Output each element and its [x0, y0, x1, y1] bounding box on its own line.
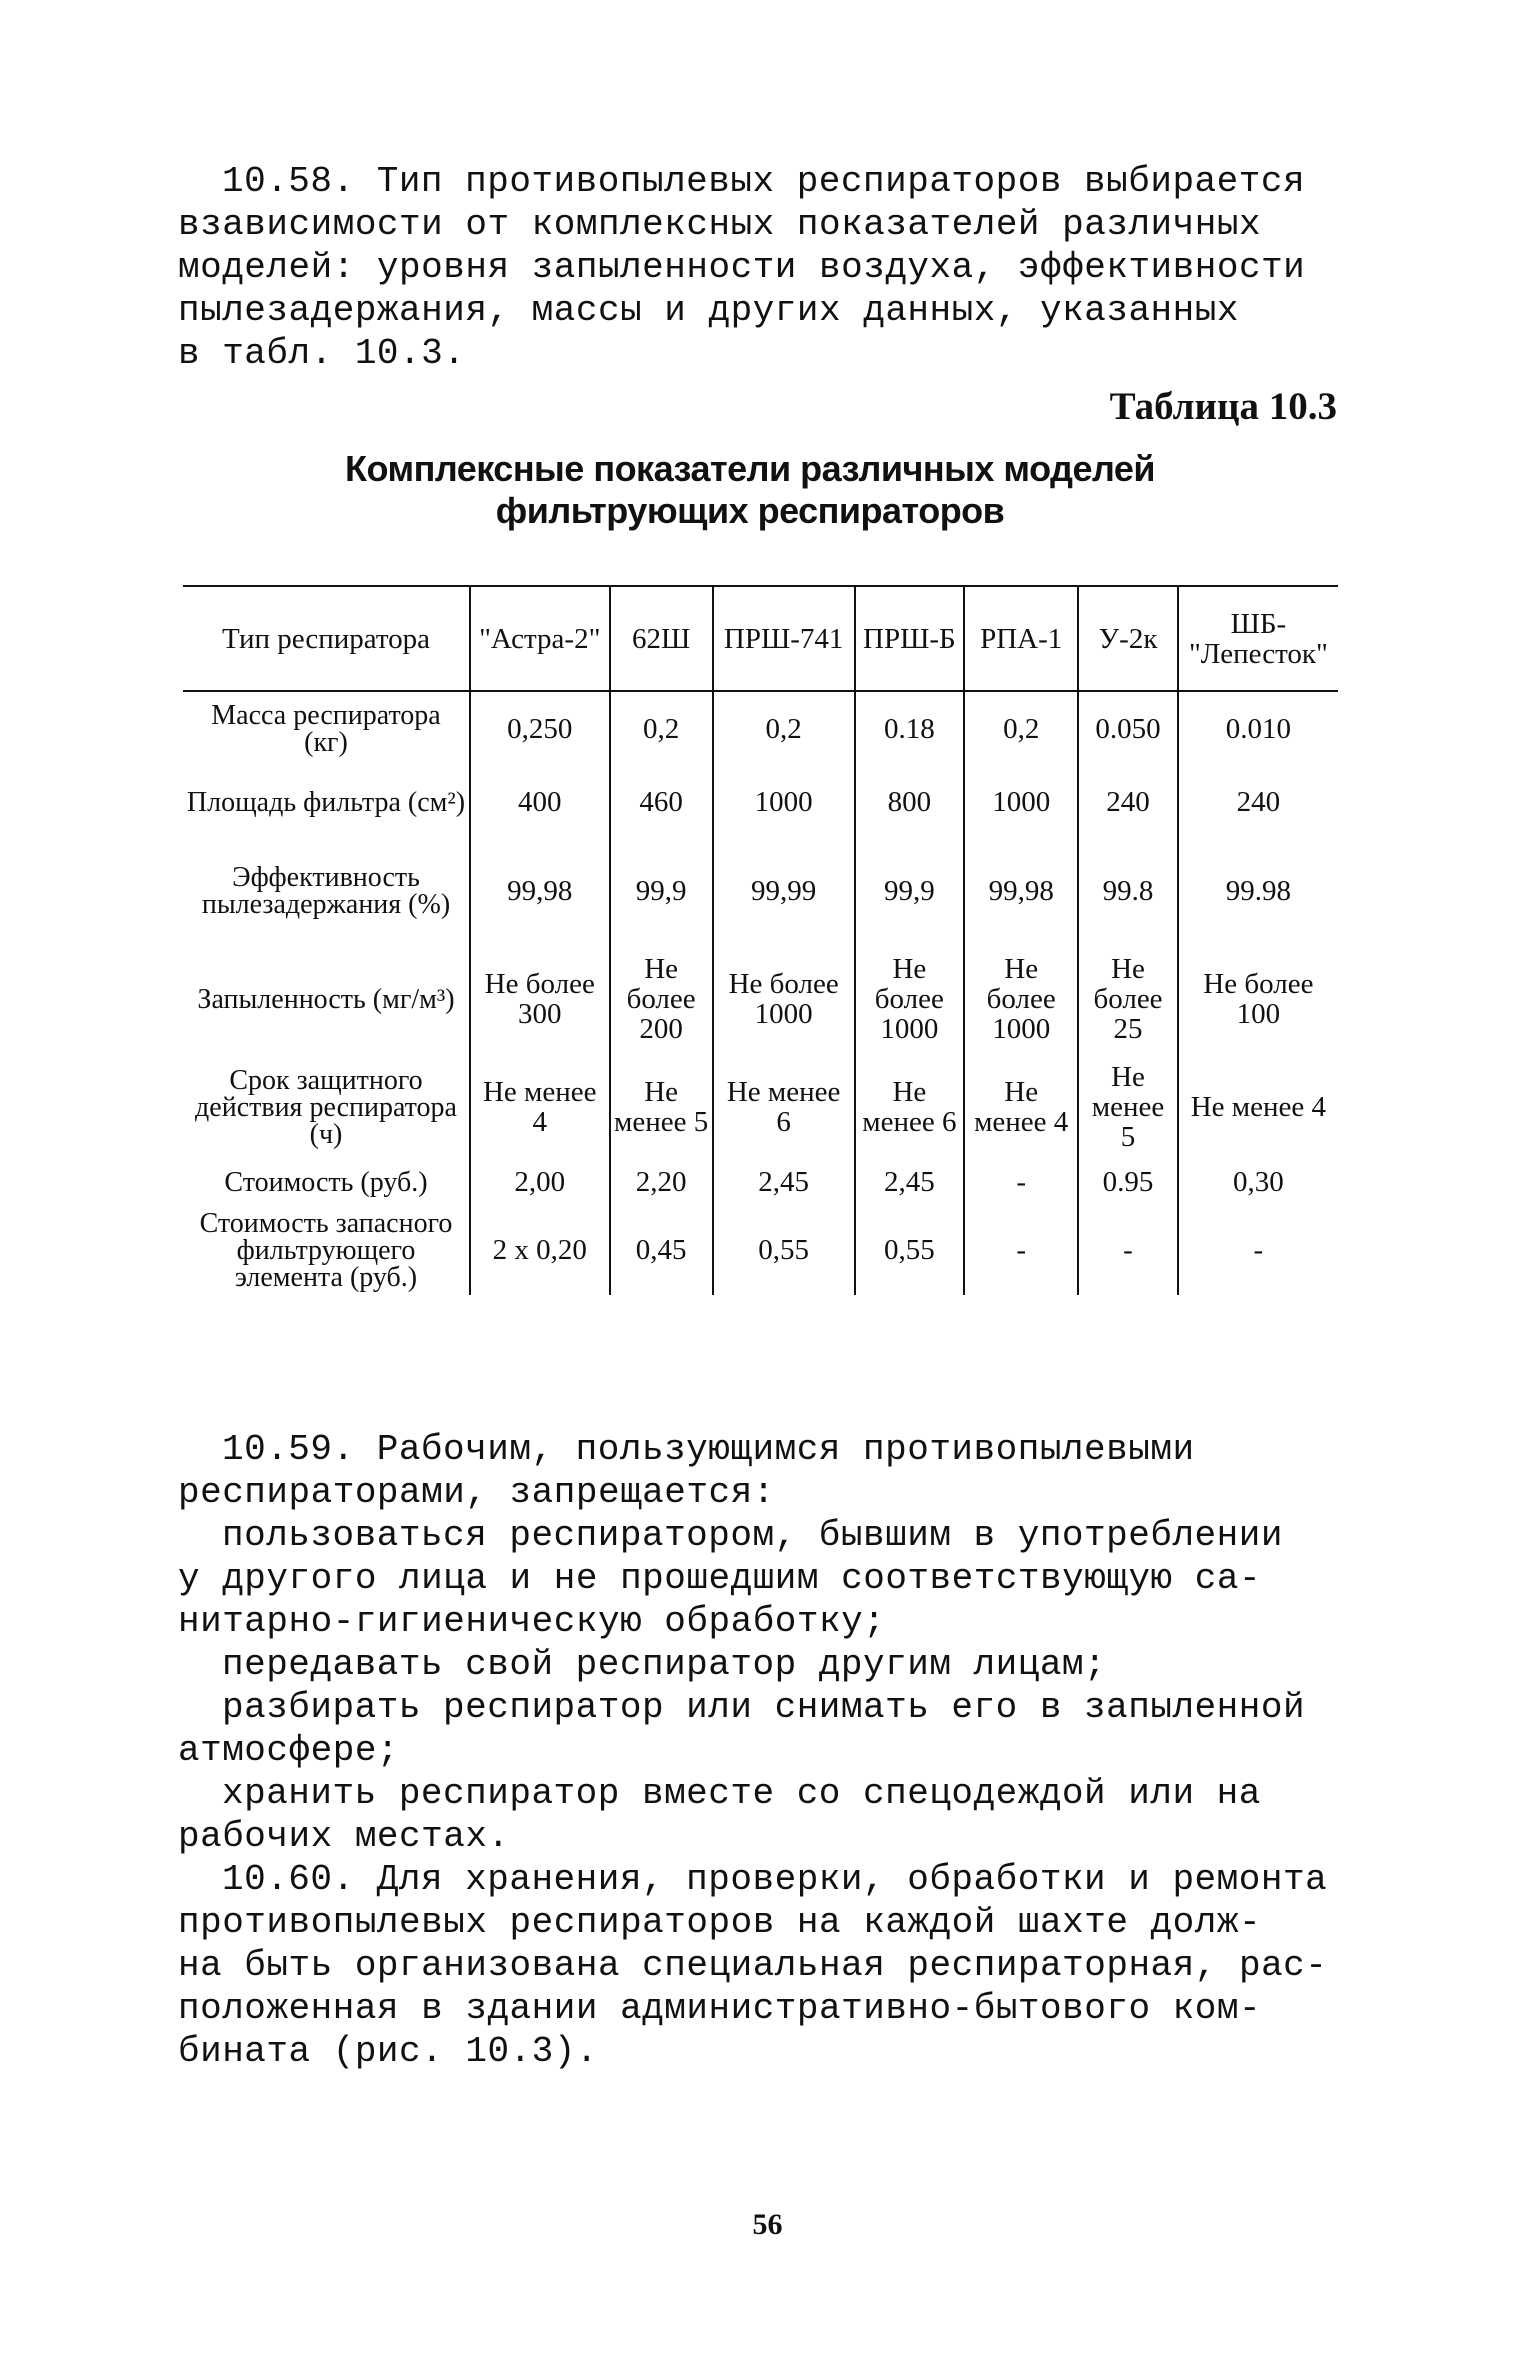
- table-cell: 0.95: [1078, 1159, 1178, 1205]
- text-line: респираторами, запрещается:: [178, 1472, 775, 1513]
- table-header-row: [183, 586, 1338, 691]
- header-cell: У-2к: [1078, 586, 1178, 691]
- row-label: Эффективность пылезадержания (%): [201, 862, 451, 920]
- table-cell: 1000: [713, 765, 855, 839]
- text-line: нитарно-гигиеническую обработку;: [178, 1601, 886, 1642]
- table-cell: 460: [610, 765, 713, 839]
- row-label: Стоимость (руб.): [224, 1166, 428, 1198]
- table-cell: -: [964, 1159, 1078, 1205]
- text-line: пользоваться респиратором, бывшим в употреблении: [222, 1515, 1283, 1556]
- table-cell: 800: [855, 765, 965, 839]
- text-line: на быть организована специальная респираторная, рас-: [178, 1945, 1328, 1986]
- table-cell: 2,20: [610, 1159, 713, 1205]
- text-line: 10.60. Для хранения, проверки, обработки и ремонта: [222, 1859, 1328, 1900]
- table-cell: 99.98: [1178, 839, 1338, 943]
- text-line: рабочих местах.: [178, 1816, 510, 1857]
- paragraph-10-59: [178, 1428, 1343, 1858]
- row-label: Срок защитного действия респиратора (ч): [195, 1064, 457, 1150]
- table-cell: 0,2: [964, 691, 1078, 765]
- header-cell: "Астра-2": [470, 586, 610, 691]
- text-line: атмосфере;: [178, 1730, 400, 1771]
- table-cell: 2 x 0,20: [470, 1205, 610, 1295]
- table-cell: 2,45: [855, 1159, 965, 1205]
- table-cell: Не менее 4: [470, 1055, 610, 1159]
- text-line: взависимости от комплексных показателей различных: [178, 204, 1262, 245]
- paragraph-10-60: [178, 1858, 1343, 2073]
- text-line: противопылевых респираторов на каждой шахте долж-: [178, 1902, 1262, 1943]
- table-row: [183, 765, 1338, 839]
- text-line: хранить респиратор вместе со спецодеждой или на: [222, 1773, 1261, 1814]
- table-cell: Не более 1000: [855, 943, 965, 1055]
- text-line: передавать свой респиратор другим лицам;: [222, 1644, 1107, 1685]
- table-cell: 0,250: [470, 691, 610, 765]
- table-title: [250, 448, 1250, 532]
- row-label: Масса респиратора (кг): [211, 699, 441, 758]
- text-line: положенная в здании административно-бытового ком-: [178, 1988, 1262, 2029]
- table-cell: 0.18: [855, 691, 965, 765]
- table-row: [183, 1205, 1338, 1295]
- table-row: [183, 691, 1338, 765]
- table-cell: 99,9: [610, 839, 713, 943]
- header-cell: РПА-1: [964, 586, 1078, 691]
- table-cell: 2,45: [713, 1159, 855, 1205]
- table-cell: Не более 200: [610, 943, 713, 1055]
- text-line: разбирать респиратор или снимать его в запыленной: [222, 1687, 1306, 1728]
- table-row: [183, 1159, 1338, 1205]
- table-cell: 240: [1178, 765, 1338, 839]
- table-cell: Не менее 6: [713, 1055, 855, 1159]
- table-cell: 0,55: [855, 1205, 965, 1295]
- row-label: Запыленность (мг/м³): [197, 983, 455, 1015]
- paragraph-10-58: [178, 160, 1343, 375]
- table-cell: Не более 1000: [964, 943, 1078, 1055]
- table-cell: 99,98: [964, 839, 1078, 943]
- text-line: моделей: уровня запыленности воздуха, эффективности: [178, 247, 1306, 288]
- table-cell: -: [964, 1205, 1078, 1295]
- header-cell: Тип респиратора: [221, 622, 431, 655]
- text-line: пылезадержания, массы и других данных, указанных: [178, 290, 1239, 331]
- table-cell: 99,99: [713, 839, 855, 943]
- table-cell: 240: [1078, 765, 1178, 839]
- text-line: 10.59. Рабочим, пользующимся противопылевыми: [222, 1429, 1195, 1470]
- text-line: в табл. 10.3.: [178, 333, 466, 374]
- table-caption: Таблица 10.3: [1109, 385, 1337, 428]
- table-cell: Не менее 6: [855, 1055, 965, 1159]
- table-title-line: Комплексные показатели различных моделей: [344, 448, 1156, 489]
- header-cell: 62Ш: [610, 586, 713, 691]
- text-line: 10.58. Тип противопылевых респираторов выбирается: [222, 161, 1306, 202]
- table-cell: 0,2: [713, 691, 855, 765]
- table-row: [183, 839, 1338, 943]
- respirator-table: [183, 585, 1338, 1295]
- table-cell: 1000: [964, 765, 1078, 839]
- table-cell: 99.8: [1078, 839, 1178, 943]
- table-row: [183, 1055, 1338, 1159]
- row-label: Стоимость запасного фильтрующего элемента (руб.): [199, 1207, 453, 1293]
- table-cell: 0,55: [713, 1205, 855, 1295]
- text-line: у другого лица и не прошедшим соответствующую са-: [178, 1558, 1262, 1599]
- header-cell: ШБ-"Лепесток": [1178, 586, 1338, 691]
- page-number: 56: [752, 2208, 783, 2241]
- table-cell: 0,30: [1178, 1159, 1338, 1205]
- text-line: бината (рис. 10.3).: [178, 2031, 598, 2072]
- table-row: [183, 943, 1338, 1055]
- table-cell: Не менее 4: [964, 1055, 1078, 1159]
- table-cell: 99,98: [470, 839, 610, 943]
- header-cell: ПРШ-Б: [855, 586, 965, 691]
- table-cell: 2,00: [470, 1159, 610, 1205]
- table-cell: -: [1078, 1205, 1178, 1295]
- table-cell: Не более 1000: [713, 943, 855, 1055]
- table-cell: -: [1178, 1205, 1338, 1295]
- table-cell: Не менее 4: [1178, 1055, 1338, 1159]
- table-cell: 0.050: [1078, 691, 1178, 765]
- table-cell: 0.010: [1178, 691, 1338, 765]
- table-cell: 400: [470, 765, 610, 839]
- table-title-line: фильтрующих респираторов: [495, 490, 1005, 531]
- table-cell: 99,9: [855, 839, 965, 943]
- table-cell: 0,2: [610, 691, 713, 765]
- row-label: Площадь фильтра (см²): [186, 786, 466, 818]
- table-cell: Не менее 5: [610, 1055, 713, 1159]
- table-cell: Не более 100: [1178, 943, 1338, 1055]
- table-cell: Не более 25: [1078, 943, 1178, 1055]
- table-cell: Не менее 5: [1078, 1055, 1178, 1159]
- header-cell: ПРШ-741: [713, 586, 855, 691]
- table-cell: Не более 300: [470, 943, 610, 1055]
- table-cell: 0,45: [610, 1205, 713, 1295]
